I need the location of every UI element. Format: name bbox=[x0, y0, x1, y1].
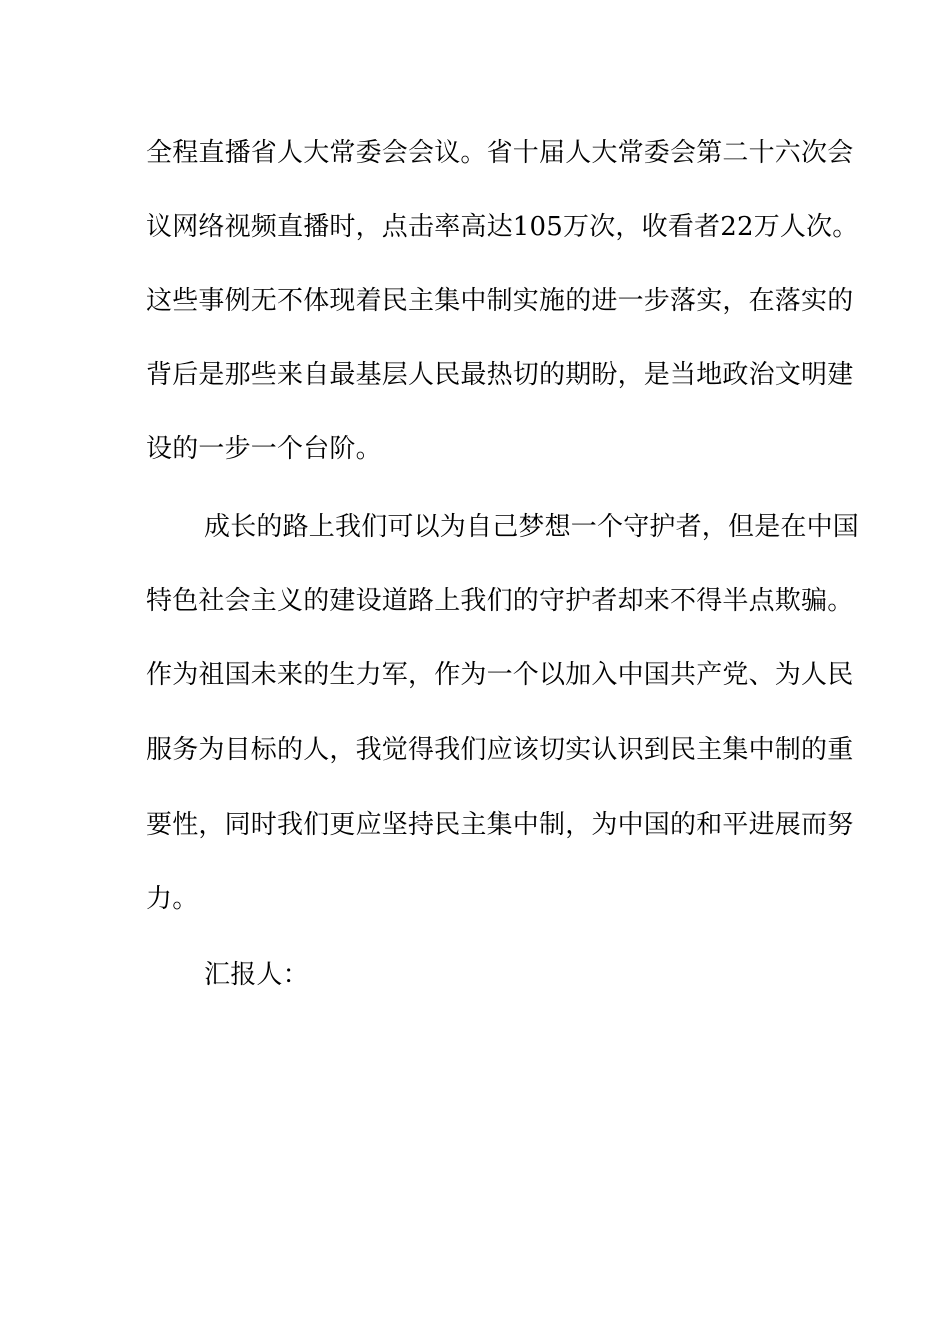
paragraph-2-line-3: 作为祖国未来的生力军，作为一个以加入中国共产党、为人民 bbox=[146, 660, 854, 690]
paragraph-2-line-5: 要性，同时我们更应坚持民主集中制，为中国的和平进展而努 bbox=[146, 810, 854, 840]
signature-label: 汇报人： bbox=[204, 960, 309, 990]
paragraph-1-line-5: 设的一步一个台阶。 bbox=[146, 434, 382, 464]
paragraph-1-line-1: 全程直播省人大常委会会议。省十届人大常委会第二十六次会 bbox=[146, 138, 854, 168]
paragraph-1-line-2: 议网络视频直播时，点击率高达105万次，收看者22万人次。 bbox=[146, 212, 859, 242]
paragraph-1-line-3: 这些事例无不体现着民主集中制实施的进一步落实，在落实的 bbox=[146, 286, 854, 316]
paragraph-2-line-1: 成长的路上我们可以为自己梦想一个守护者，但是在中国 bbox=[204, 512, 860, 542]
paragraph-2-line-2: 特色社会主义的建设道路上我们的守护者却来不得半点欺骗。 bbox=[146, 586, 854, 616]
paragraph-2-line-4: 服务为目标的人，我觉得我们应该切实认识到民主集中制的重 bbox=[146, 735, 854, 765]
paragraph-1-line-4: 背后是那些来自最基层人民最热切的期盼，是当地政治文明建 bbox=[146, 360, 854, 390]
paragraph-2-line-6: 力。 bbox=[146, 884, 199, 914]
